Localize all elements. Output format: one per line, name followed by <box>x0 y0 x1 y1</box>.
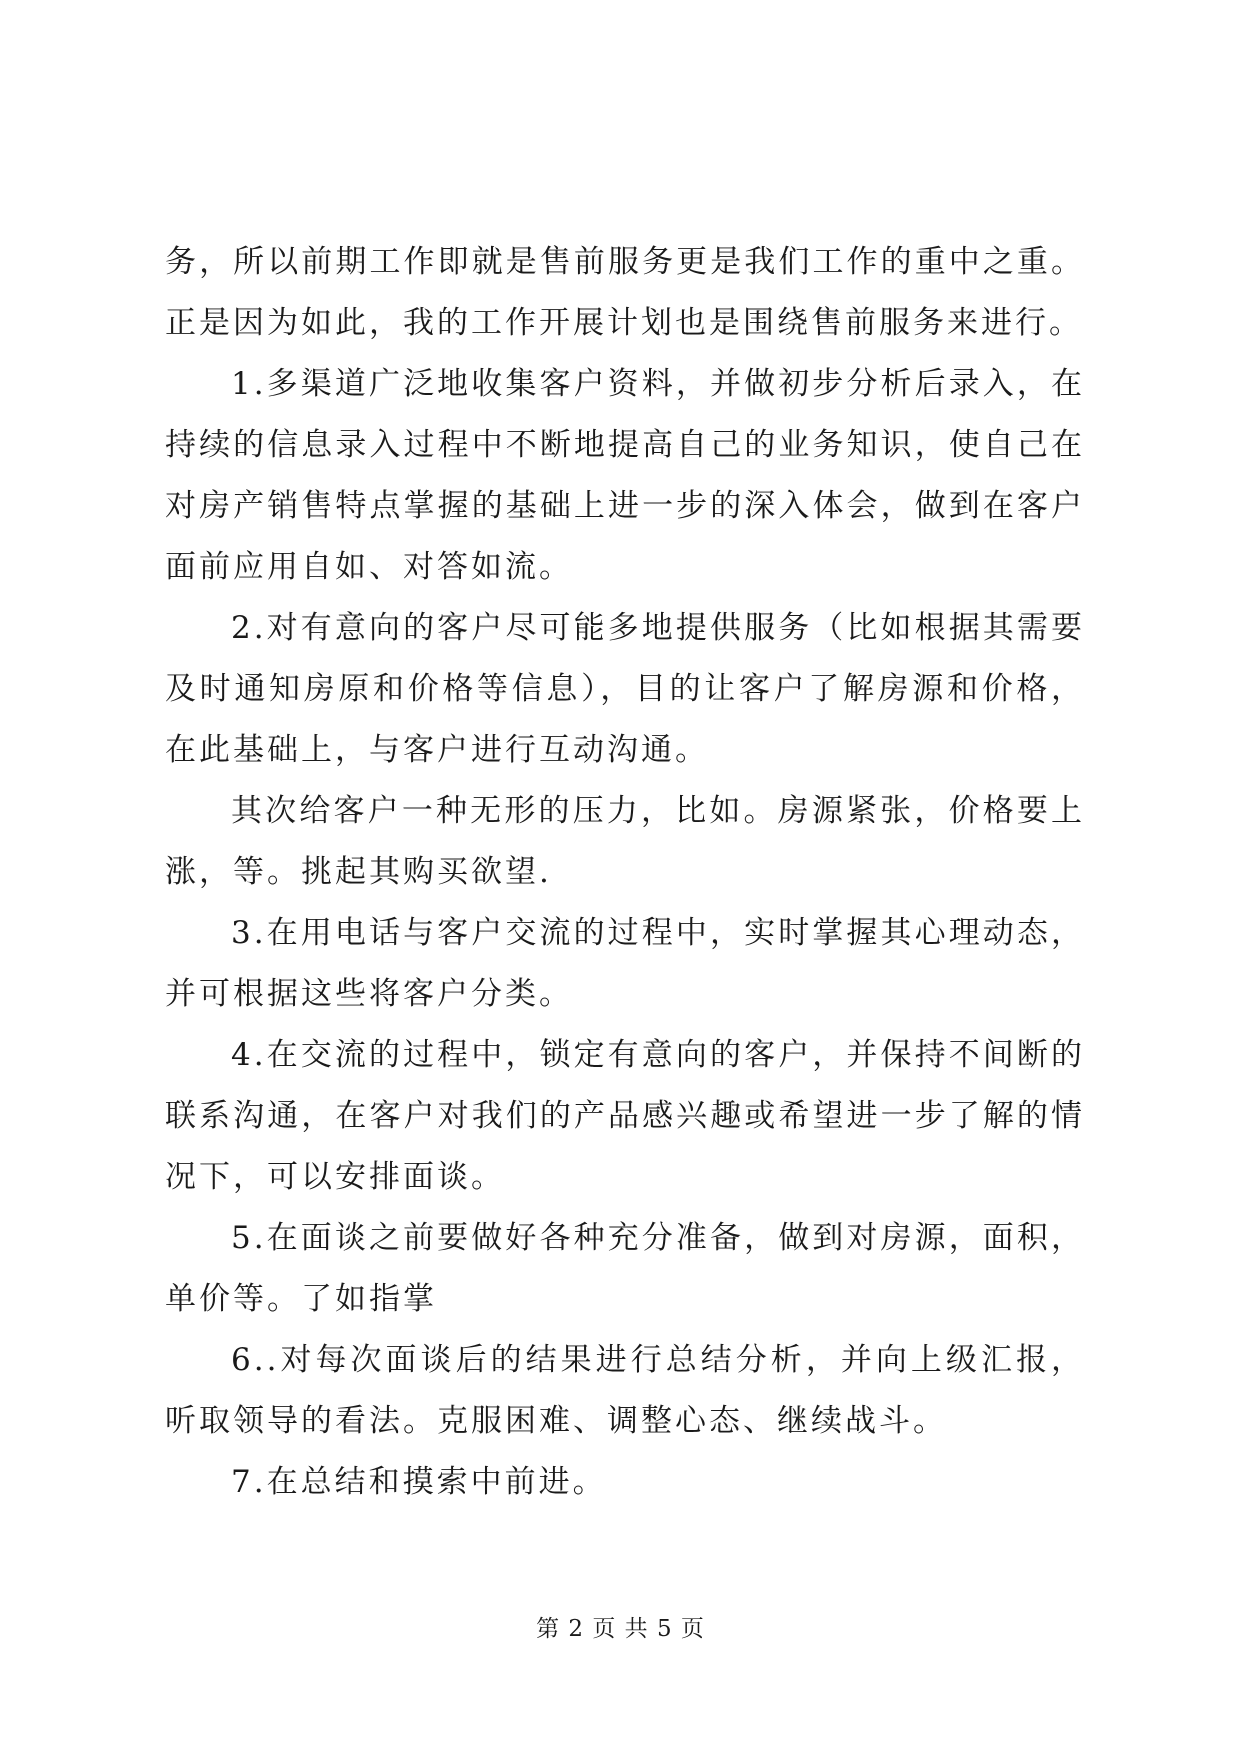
paragraph-item-2-note: 其次给客户一种无形的压力，比如。房源紧张，价格要上涨，等。挑起其购买欲望. <box>165 793 1085 890</box>
paragraph-item-5: 5.在面谈之前要做好各种充分准备，做到对房源，面积，单价等。了如指掌 <box>165 1220 1085 1317</box>
page-number-footer: 第 2 页 共 5 页 <box>536 1616 705 1642</box>
document-body <box>165 232 1085 1513</box>
paragraph-item-2: 2.对有意向的客户尽可能多地提供服务（比如根据其需要及时通知房原和价格等信息），目的让客户了解房源和价格，在此基础上，与客户进行互动沟通。 <box>165 610 1085 768</box>
paragraph-item-4: 4.在交流的过程中，锁定有意向的客户，并保持不间断的联系沟通，在客户对我们的产品感兴趣或希望进一步了解的情况下，可以安排面谈。 <box>165 1037 1085 1195</box>
paragraph-intro: 务，所以前期工作即就是售前服务更是我们工作的重中之重。正是因为如此，我的工作开展计划也是围绕售前服务来进行。 <box>165 244 1085 341</box>
paragraph-item-1: 1.多渠道广泛地收集客户资料，并做初步分析后录入，在持续的信息录入过程中不断地提高自己的业务知识，使自己在对房产销售特点掌握的基础上进一步的深入体会，做到在客户面前应用自如、对答如流。 <box>165 366 1085 585</box>
paragraph-item-6: 6..对每次面谈后的结果进行总结分析，并向上级汇报，听取领导的看法。克服困难、调整心态、继续战斗。 <box>165 1342 1085 1439</box>
paragraph-item-7: 7.在总结和摸索中前进。 <box>231 1464 607 1500</box>
paragraph-item-3: 3.在用电话与客户交流的过程中，实时掌握其心理动态，并可根据这些将客户分类。 <box>165 915 1085 1012</box>
